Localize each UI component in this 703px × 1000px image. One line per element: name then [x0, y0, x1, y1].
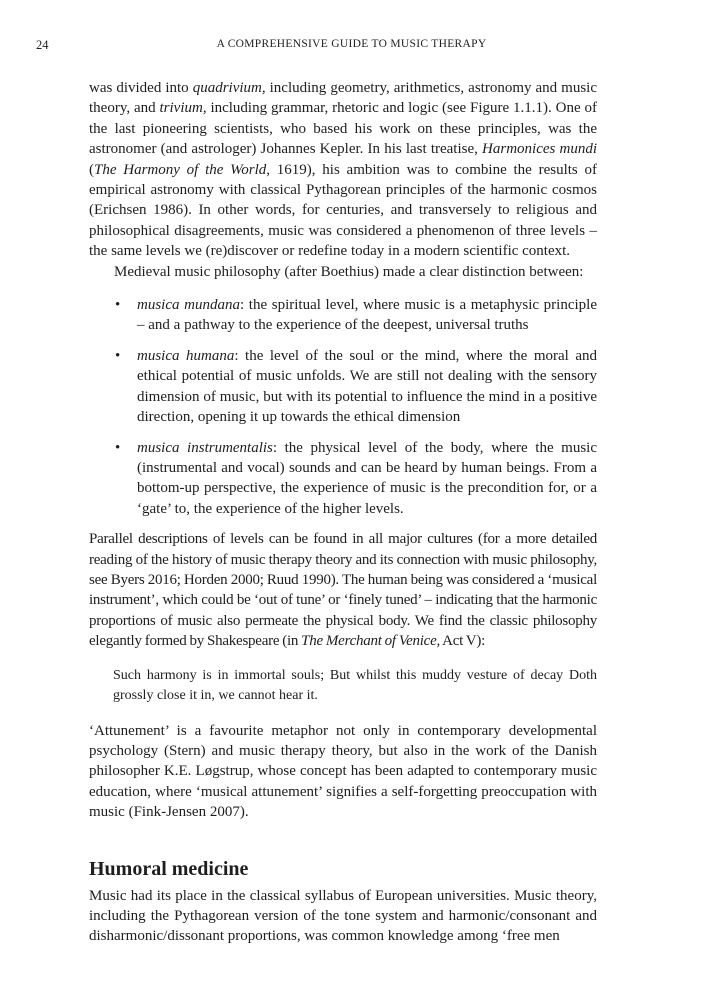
title-harmony-of-the-world: The Harmony of the World [94, 161, 267, 178]
section-heading: Humoral medicine [89, 857, 249, 880]
text-run: was divided into [89, 80, 193, 96]
levels-list [89, 295, 597, 519]
bullet: • [115, 297, 121, 314]
bullet: • [115, 439, 121, 456]
text-run: Parallel descriptions of levels can be found in all major cultures (for a more detailed reading of the history of music therapy theory and its connection with music philosophy, see Byers 2016; Horden 2000; Ruud 1990). The human being was considered a ‘musical instrument’, which could be ‘out of tune’ or ‘finely tuned’ – indicating that the harmonic proportions of music also permeate the physical body. We find the classic philosophy elegantly formed by Shakespeare (in [89, 531, 597, 650]
quote-text: Such harmony is in immortal souls; But whilst this muddy vesture of decay Doth grossly close it in, we cannot hear it. [113, 667, 597, 704]
paragraph-humoral-medicine: Music had its place in the classical syllabus of European universities. Music theory, including the Pythagorean version of the tone system and harmonic/consonant and disharmonic/dissonant proportions, was common knowledge among ‘free men [89, 887, 597, 945]
text-run: Act V): [440, 633, 486, 650]
text-run: ( [89, 161, 94, 178]
paragraph-attunement: ‘Attunement’ is a favourite metaphor not only in contemporary developmental psychology (Stern) and music therapy theory, but also in the work of the Danish philosopher K.E. Løgstrup, whose concept has been adapted to contemporary music education, where ‘musical attunement’ signifies a self-forgetting preoccupation with music (Fink-Jensen 2007). [89, 722, 597, 821]
list-item [89, 346, 597, 428]
text-run: , including grammar, rhetoric and logic (see Figure 1.1.1). One of the last pioneering scientists, who based his work on these principles, was the astronomer (and astrologer) Johannes Kepler. In his last treatise, [89, 100, 597, 158]
text-run: , 1619), his ambition was to combine the results of empirical astronomy with classical Pythagorean principles of the harmonic cosmos (Erichsen 1986). In other words, for centuries, and transversely to religious and philosophical disagreements, music was considered a phenomenon of three levels – the same levels we (re)discover or redefine today in a modern scientific context. [89, 161, 597, 260]
page-body [89, 78, 597, 947]
page-number: 24 [36, 38, 49, 52]
term-quadrivium: quadrivium [192, 80, 262, 96]
title-harmonices-mundi: Harmonices mundi [482, 141, 597, 158]
list-text: : the physical level of the body, where the music (instrumental and vocal) sounds and can be heard by human beings. From a bottom-up perspective, the experience of music is the precondition for, or a ‘gate’ to, the experience of the higher levels. [137, 439, 597, 517]
list-term: musica humana [137, 347, 235, 364]
shakespeare-quote [113, 666, 597, 707]
paragraph-kepler [89, 78, 597, 262]
term-trivium: trivium [159, 100, 203, 117]
title-merchant-of-venice: The Merchant of Venice, [301, 633, 440, 650]
running-head: A COMPREHENSIVE GUIDE TO MUSIC THERAPY [216, 38, 487, 50]
paragraph-boethius: Medieval music philosophy (after Boethius) made a clear distinction between: [114, 263, 584, 280]
list-text: : the spiritual level, where music is a metaphysic principle – and a pathway to the experience of the deepest, universal truths [137, 297, 597, 334]
text-run: , including geometry, arithmetics, astronomy and music theory, and [89, 80, 597, 117]
paragraph-parallel-levels [89, 529, 597, 651]
list-item [89, 438, 597, 520]
list-term: musica instrumentalis [137, 439, 273, 456]
list-term: musica mundana [137, 297, 240, 314]
list-item [89, 295, 597, 336]
list-text: : the level of the soul or the mind, where the moral and ethical potential of music unfolds. We are still not dealing with the sensory dimension of music, but with its potential to influence the mind in a positive direction, opening it up towards the ethical dimension [137, 347, 597, 426]
bullet: • [115, 347, 121, 364]
